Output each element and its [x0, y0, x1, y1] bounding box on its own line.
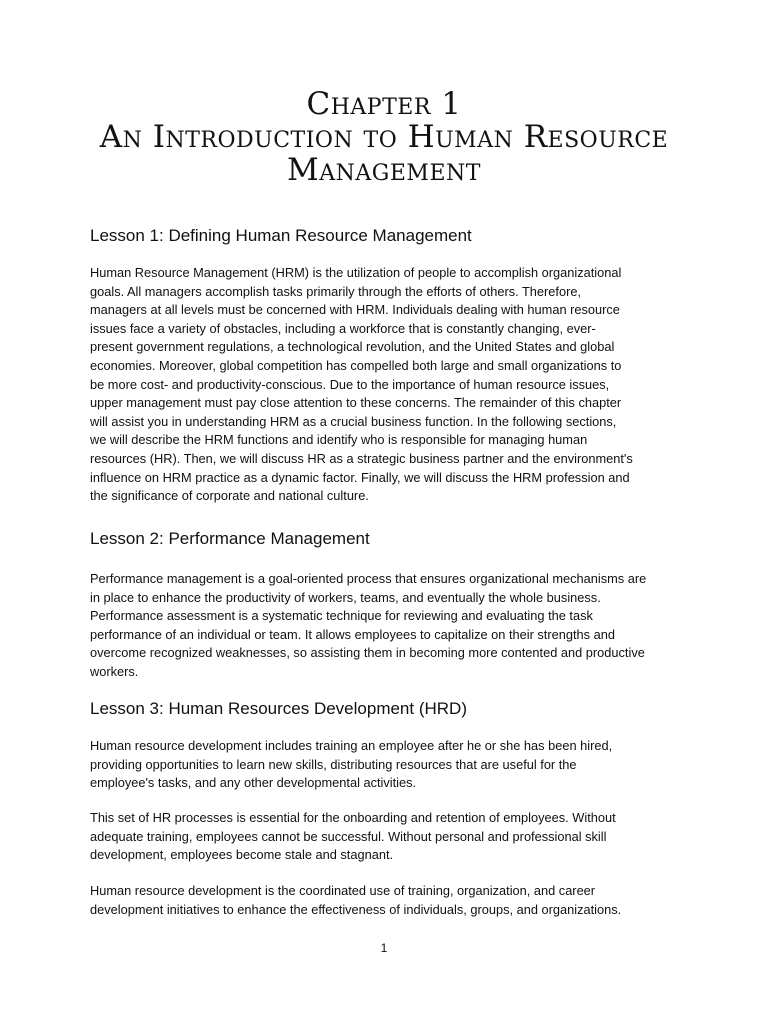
- text-line: will assist you in understanding HRM as a crucial business function. In the following sections,: [90, 413, 617, 429]
- chapter-title-line-2: Management: [287, 152, 481, 188]
- text-line: workers.: [90, 663, 139, 679]
- text-line: providing opportunities to learn new skills, distributing resources that are useful for the: [90, 756, 577, 772]
- text-line: This set of HR processes is essential for the onboarding and retention of employees. Without: [90, 810, 616, 825]
- text-line: present government regulations, a technological revolution, and the United States and global: [90, 339, 615, 355]
- page-number: 1: [380, 941, 388, 955]
- text-line: overcome recognized weaknesses, so assisting them in becoming more contented and productive: [90, 645, 645, 661]
- text-line: Human resource development is the coordinated use of training, organization, and career: [90, 883, 596, 898]
- text-line: influence on HRM practice as a dynamic factor. Finally, we will discuss the HRM profession and: [90, 469, 630, 485]
- text-line: the significance of corporate and national culture.: [90, 488, 369, 504]
- lesson-1-paragraph: [90, 264, 690, 506]
- text-line: development, employees become stale and stagnant.: [90, 847, 394, 863]
- text-line: employee's tasks, and any other developmental activities.: [90, 775, 417, 791]
- text-line: adequate training, employees cannot be successful. Without personal and professional skill: [90, 828, 607, 844]
- text-line: be more cost- and productivity-conscious. Due to the importance of human resource issues,: [90, 376, 610, 392]
- text-line: economies. Moreover, global competition has compelled both large and small organizations to: [90, 357, 622, 373]
- lesson-3-paragraph-3: [90, 882, 690, 919]
- lesson-3-paragraph-2: [90, 809, 690, 865]
- lesson-3-paragraph-1: [90, 737, 690, 793]
- text-line: in place to enhance the productivity of workers, teams, and eventually the whole business.: [90, 589, 601, 605]
- text-line: Human resource development includes training an employee after he or she has been hired,: [90, 738, 613, 753]
- text-line: Performance assessment is a systematic technique for reviewing and evaluating the task: [90, 608, 593, 624]
- text-line: development initiatives to enhance the effectiveness of individuals, groups, and organizations.: [90, 901, 622, 917]
- text-line: issues face a variety of obstacles, including a workforce that is constantly changing, ever-: [90, 320, 596, 336]
- text-line: upper management must pay close attention to these concerns. The remainder of this chapter: [90, 395, 622, 411]
- text-line: resources (HR). Then, we will discuss HR as a strategic business partner and the environment's: [90, 450, 633, 466]
- text-line: Performance management is a goal-oriented process that ensures organizational mechanisms are: [90, 571, 647, 586]
- text-line: managers at all levels must be concerned with HRM. Individuals dealing with human resource: [90, 302, 620, 318]
- text-line: performance of an individual or team. It allows employees to capitalize on their strengths and: [90, 626, 615, 642]
- lesson-2-heading: Lesson 2: Performance Management: [90, 529, 370, 548]
- chapter-number: Chapter 1: [306, 86, 462, 122]
- chapter-title: [0, 88, 768, 187]
- text-line: we will describe the HRM functions and identify who is responsible for managing human: [90, 432, 588, 448]
- lesson-2-paragraph: [90, 570, 690, 682]
- lesson-1-heading: Lesson 1: Defining Human Resource Management: [90, 226, 472, 245]
- chapter-title-line-1: An Introduction to Human Resource: [99, 119, 669, 155]
- text-line: goals. All managers accomplish tasks primarily through the efforts of others. Therefore,: [90, 283, 582, 299]
- lesson-3-heading: Lesson 3: Human Resources Development (HRD): [90, 699, 467, 718]
- text-line: Human Resource Management (HRM) is the utilization of people to accomplish organizational: [90, 265, 622, 280]
